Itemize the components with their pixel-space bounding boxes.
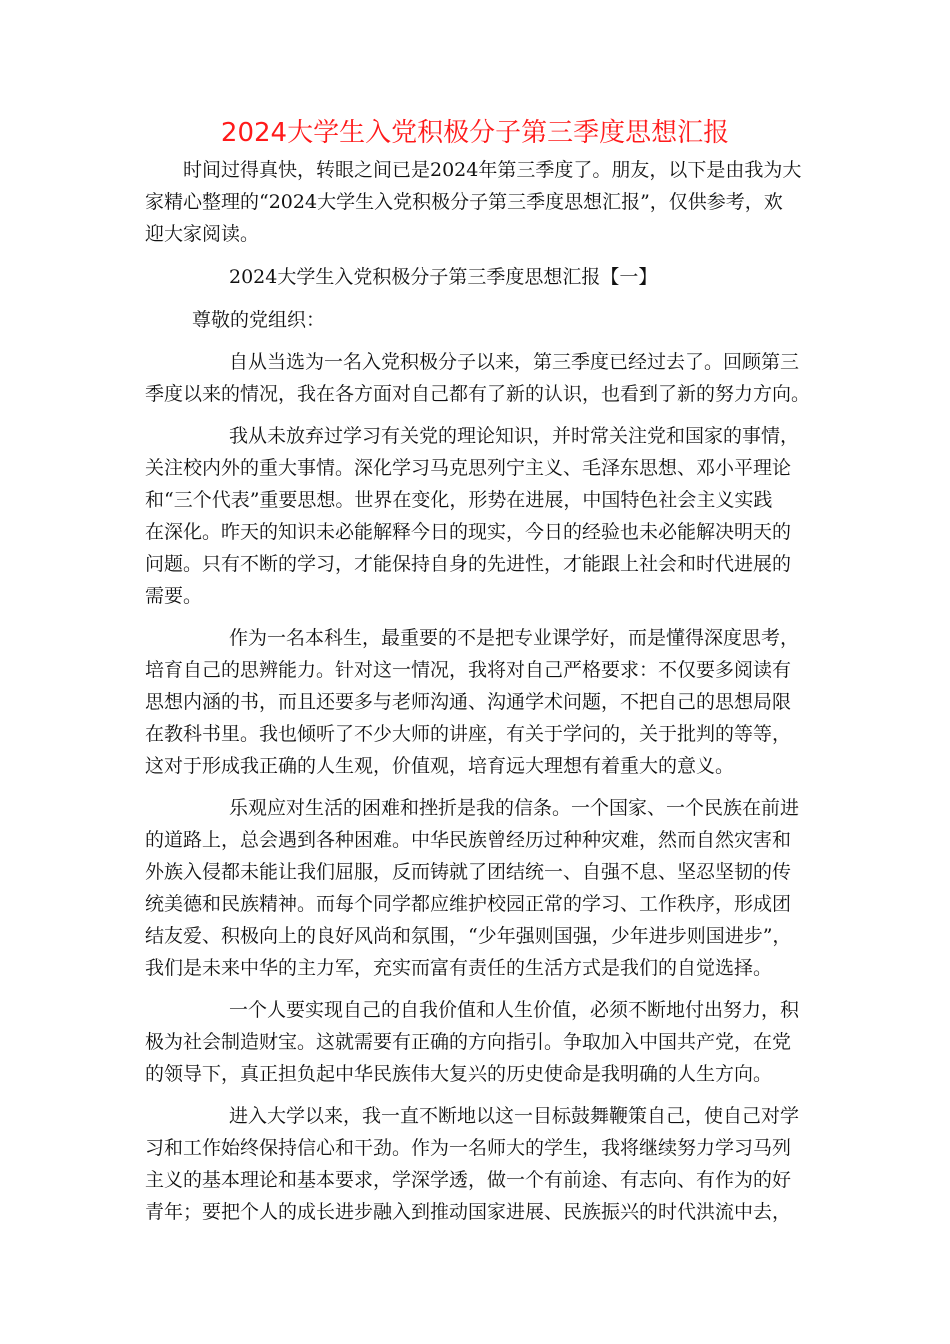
paragraph-line: 的领导下，真正担负起中华民族伟大复兴的历史使命是我明确的人生方向。 bbox=[145, 1063, 773, 1085]
paragraph-line: 思想内涵的书，而且还要多与老师沟通、沟通学术问题，不把自己的思想局限 bbox=[145, 691, 792, 713]
paragraph-line: 极为社会制造财宝。这就需要有正确的方向指引。争取加入中国共产党，在党 bbox=[145, 1031, 792, 1053]
paragraph-line: 关注校内外的重大事情。深化学习马克思列宁主义、毛泽东思想、邓小平理论 bbox=[145, 457, 792, 479]
paragraph-line: 培育自己的思辨能力。针对这一情况，我将对自己严格要求：不仅要多阅读有 bbox=[145, 659, 792, 681]
paragraph-line: 这对于形成我正确的人生观，价值观，培育远大理想有着重大的意义。 bbox=[145, 755, 735, 777]
paragraph-line: 主义的基本理论和基本要求，学深学透，做一个有前途、有志向、有作为的好 bbox=[145, 1169, 792, 1191]
paragraph-line: 需要。 bbox=[145, 585, 203, 607]
document-title: 2024大学生入党积极分子第三季度思想汇报 bbox=[220, 118, 730, 148]
paragraph-line: 我从未放弃过学习有关党的理论知识，并时常关注党和国家的事情， bbox=[229, 425, 800, 447]
paragraph-line: 季度以来的情况，我在各方面对自己都有了新的认识，也看到了新的努力方向。 bbox=[145, 383, 811, 405]
paragraph-line: 和“三个代表”重要思想。世界在变化，形势在进展，中国特色社会主义实践 bbox=[145, 489, 773, 511]
paragraph-line: 作为一名本科生，最重要的不是把专业课学好，而是懂得深度思考， bbox=[229, 627, 800, 649]
paragraph-line: 进入大学以来，我一直不断地以这一目标鼓舞鞭策自己，使自己对学 bbox=[229, 1105, 800, 1127]
paragraph-line: 统美德和民族精神。而每个同学都应维护校园正常的学习、工作秩序，形成团 bbox=[145, 893, 792, 915]
paragraph-line: 乐观应对生活的困难和挫折是我的信条。一个国家、一个民族在前进 bbox=[229, 797, 800, 819]
intro-line: 家精心整理的“2024大学生入党积极分子第三季度思想汇报”，仅供参考，欢 bbox=[145, 191, 783, 213]
paragraph-line: 青年；要把个人的成长进步融入到推动国家进展、民族振兴的时代洪流中去， bbox=[145, 1201, 792, 1223]
paragraph-line: 结友爱、积极向上的良好风尚和氛围，“少年强则国强，少年进步则国进步”， bbox=[145, 925, 792, 947]
paragraph-line: 外族入侵都未能让我们屈服，反而铸就了团结统一、自强不息、坚忍坚韧的传 bbox=[145, 861, 792, 883]
salutation: 尊敬的党组织： bbox=[192, 309, 326, 331]
paragraph-line: 问题。只有不断的学习，才能保持自身的先进性，才能跟上社会和时代进展的 bbox=[145, 553, 792, 575]
paragraph-line: 习和工作始终保持信心和干劲。作为一名师大的学生，我将继续努力学习马列 bbox=[145, 1137, 792, 1159]
intro-line: 迎大家阅读。 bbox=[145, 223, 260, 245]
paragraph-line: 我们是未来中华的主力军，充实而富有责任的生活方式是我们的自觉选择。 bbox=[145, 957, 773, 979]
paragraph-line: 的道路上，总会遇到各种困难。中华民族曾经历过种种灾难，然而自然灾害和 bbox=[145, 829, 792, 851]
paragraph-line: 一个人要实现自己的自我价值和人生价值，必须不断地付出努力，积 bbox=[229, 999, 800, 1021]
section-heading: 2024大学生入党积极分子第三季度思想汇报【一】 bbox=[229, 266, 658, 288]
intro-line: 时间过得真快，转眼之间已是2024年第三季度了。朋友，以下是由我为大 bbox=[183, 159, 802, 181]
paragraph-line: 在深化。昨天的知识未必能解释今日的现实，今日的经验也未必能解决明天的 bbox=[145, 521, 792, 543]
paragraph-line: 在教科书里。我也倾听了不少大师的讲座，有关于学问的，关于批判的等等， bbox=[145, 723, 792, 745]
paragraph-line: 自从当选为一名入党积极分子以来，第三季度已经过去了。回顾第三 bbox=[229, 351, 800, 373]
